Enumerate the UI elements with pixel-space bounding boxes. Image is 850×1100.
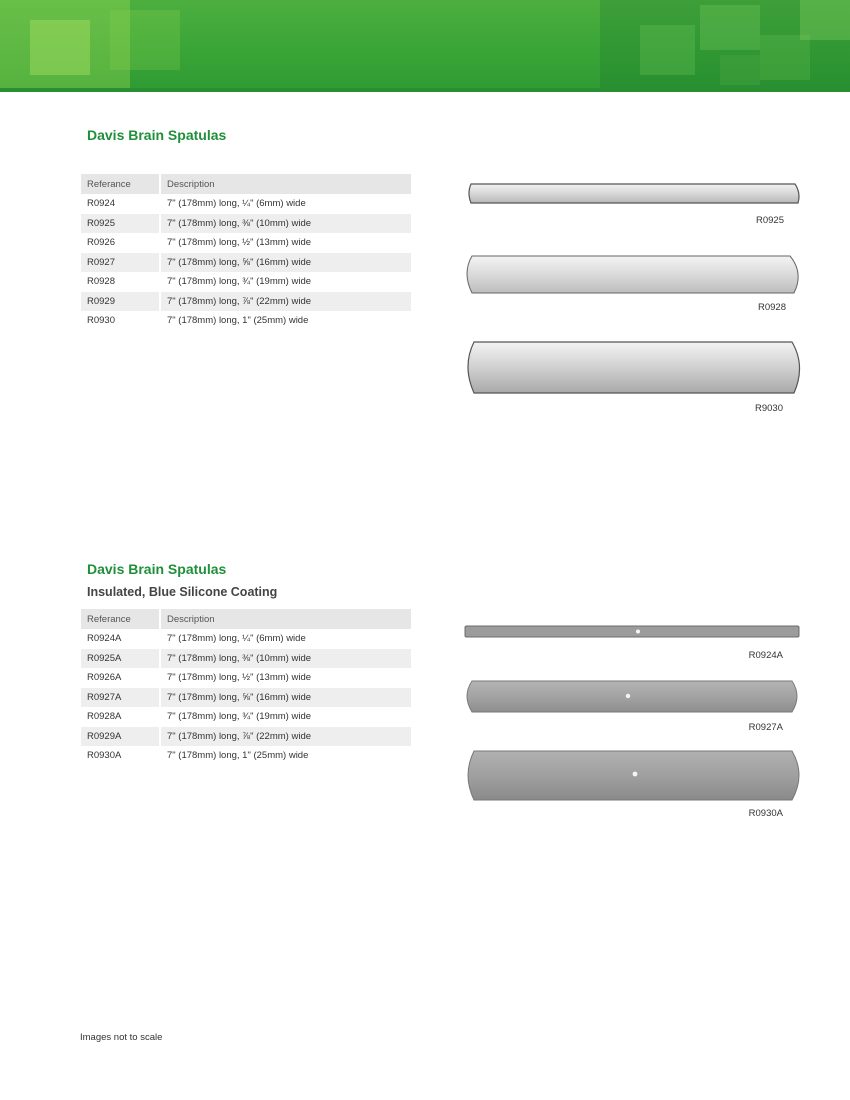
spatula-image [462, 338, 807, 398]
description-cell: 7" (178mm) long, ⅜" (10mm) wide [160, 214, 412, 234]
description-cell: 7" (178mm) long, ⅝" (16mm) wide [160, 253, 412, 273]
table-row [81, 629, 412, 649]
reference-cell: R0929A [81, 727, 160, 747]
spatula-image [462, 678, 804, 716]
image-caption: R0924A [748, 650, 783, 661]
reference-cell: R0929 [81, 292, 160, 312]
table-row [81, 253, 412, 273]
spec-table [81, 174, 413, 331]
description-cell: 7" (178mm) long, ½" (13mm) wide [160, 668, 412, 688]
table-row [81, 214, 412, 234]
reference-cell: R0930 [81, 311, 160, 331]
table-row [81, 688, 412, 708]
header-banner [0, 0, 850, 92]
table-row [81, 194, 412, 214]
column-header-description: Description [160, 609, 412, 629]
description-cell: 7" (178mm) long, 1" (25mm) wide [160, 746, 412, 766]
reference-cell: R0928A [81, 707, 160, 727]
reference-cell: R0925A [81, 649, 160, 669]
spec-table [81, 609, 413, 766]
reference-cell: R0926A [81, 668, 160, 688]
description-cell: 7" (178mm) long, ⅞" (22mm) wide [160, 727, 412, 747]
description-cell: 7" (178mm) long, 1" (25mm) wide [160, 311, 412, 331]
description-cell: 7" (178mm) long, ¾" (19mm) wide [160, 272, 412, 292]
image-caption: R9030 [755, 403, 783, 414]
description-cell: 7" (178mm) long, ⅞" (22mm) wide [160, 292, 412, 312]
table-row [81, 746, 412, 766]
table-row [81, 668, 412, 688]
description-cell: 7" (178mm) long, ⅝" (16mm) wide [160, 688, 412, 708]
image-caption: R0925 [756, 215, 784, 226]
description-cell: 7" (178mm) long, ½" (13mm) wide [160, 233, 412, 253]
reference-cell: R0926 [81, 233, 160, 253]
description-cell: 7" (178mm) long, ⅜" (10mm) wide [160, 649, 412, 669]
reference-cell: R0924A [81, 629, 160, 649]
description-cell: 7" (178mm) long, ¼" (6mm) wide [160, 629, 412, 649]
spatula-image [462, 747, 806, 805]
spatula-image [464, 624, 802, 640]
reference-cell: R0924 [81, 194, 160, 214]
description-cell: 7" (178mm) long, ¾" (19mm) wide [160, 707, 412, 727]
image-caption: R0927A [748, 722, 783, 733]
reference-cell: R0927A [81, 688, 160, 708]
section-subtitle: Insulated, Blue Silicone Coating [87, 585, 278, 599]
column-header-reference: Referance [81, 174, 160, 194]
spatula-image [462, 253, 807, 297]
table-row [81, 707, 412, 727]
description-cell: 7" (178mm) long, ¼" (6mm) wide [160, 194, 412, 214]
footnote: Images not to scale [80, 1032, 163, 1043]
column-header-description: Description [160, 174, 412, 194]
image-caption: R0930A [748, 808, 783, 819]
reference-cell: R0927 [81, 253, 160, 273]
image-caption: R0928 [758, 302, 786, 313]
table-row [81, 727, 412, 747]
table-row [81, 233, 412, 253]
column-header-reference: Referance [81, 609, 160, 629]
reference-cell: R0928 [81, 272, 160, 292]
reference-cell: R0925 [81, 214, 160, 234]
table-header-row [81, 174, 412, 194]
table-row [81, 649, 412, 669]
section-title: Davis Brain Spatulas [87, 561, 227, 577]
section-title: Davis Brain Spatulas [87, 127, 227, 143]
table-row [81, 272, 412, 292]
reference-cell: R0930A [81, 746, 160, 766]
table-header-row [81, 609, 412, 629]
table-row [81, 292, 412, 312]
spatula-image [465, 180, 805, 210]
table-row [81, 311, 412, 331]
